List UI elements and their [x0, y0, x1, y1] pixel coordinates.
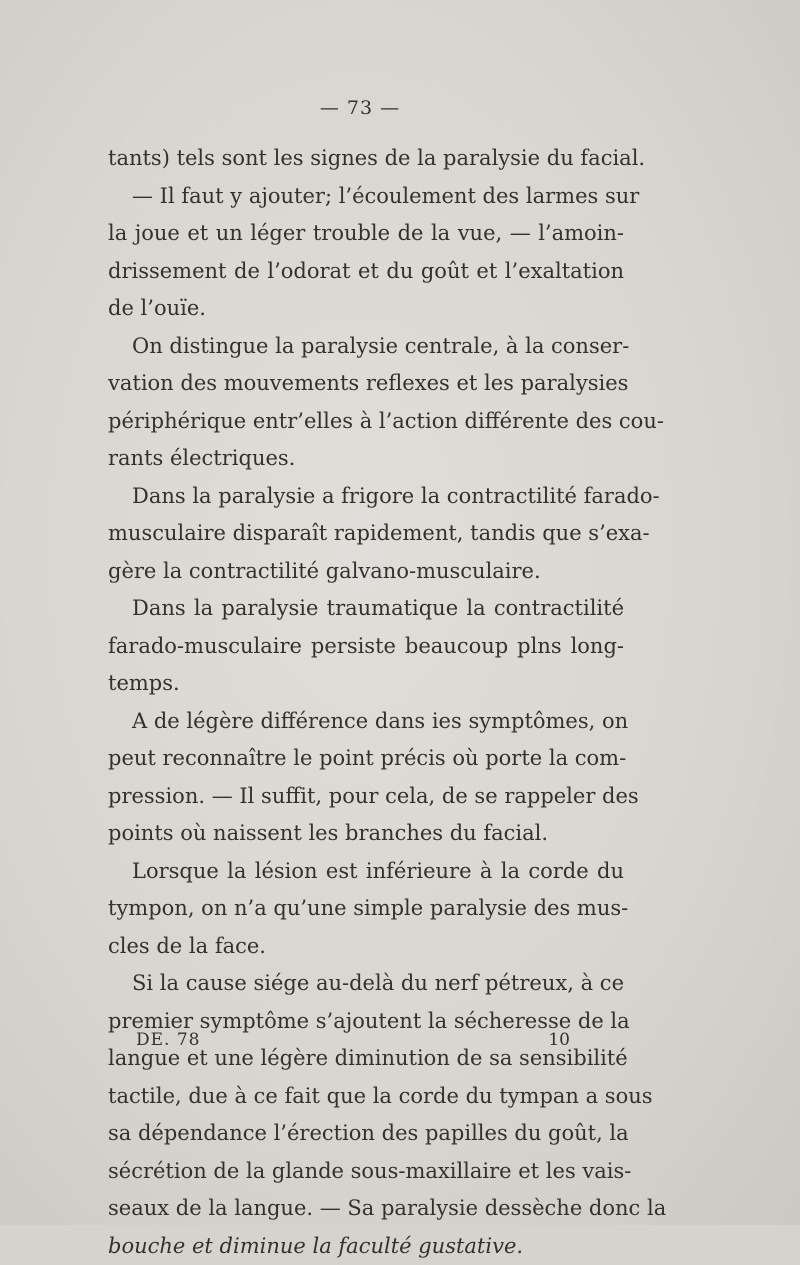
- text-line: la joue et un léger trouble de la vue, — l’amoin-: [108, 215, 624, 253]
- text-line: drissement de l’odorat et du goût et l’exaltation: [108, 253, 624, 291]
- text-line: temps.: [108, 665, 624, 703]
- text-line: points où naissent les branches du facial.: [108, 815, 624, 853]
- text-line: Dans la paralysie a frigore la contractilité farado-: [108, 478, 624, 516]
- text-line: bouche et diminue la faculté gustative.: [108, 1228, 624, 1265]
- text-line: tactile, due à ce fait que la corde du tympan a sous: [108, 1078, 624, 1116]
- sheet-number: 10: [548, 1030, 570, 1050]
- text-line: Si la cause siége au-delà du nerf pétreux, à ce: [108, 965, 624, 1003]
- text-line: premier symptôme s’ajoutent la sécheresse de la: [108, 1003, 624, 1041]
- printer-signature: DE. 78: [136, 1030, 200, 1050]
- text-line: On distingue la paralysie centrale, à la conser-: [108, 328, 624, 366]
- text-line: langue et une légère diminution de sa sensibilité: [108, 1040, 624, 1078]
- text-line: peut reconnaître le point précis où porte la com-: [108, 740, 624, 778]
- text-line: tants) tels sont les signes de la paralysie du facial.: [108, 140, 624, 178]
- text-line: rants électriques.: [108, 440, 624, 478]
- text-line: tympon, on n’a qu’une simple paralysie des mus-: [108, 890, 624, 928]
- text-line: cles de la face.: [108, 928, 624, 966]
- text-line: gère la contractilité galvano-musculaire.: [108, 553, 624, 591]
- text-line: — Il faut y ajouter; l’écoulement des larmes sur: [108, 178, 624, 216]
- text-line: musculaire disparaît rapidement, tandis que s’exa-: [108, 515, 624, 553]
- text-line: seaux de la langue. — Sa paralysie dessèche donc la: [108, 1190, 624, 1228]
- text-line: sécrétion de la glande sous-maxillaire et les vais-: [108, 1153, 624, 1191]
- text-line: de l’ouïe.: [108, 290, 624, 328]
- text-line: sa dépendance l’érection des papilles du goût, la: [108, 1115, 624, 1153]
- text-line: farado-musculaire persiste beaucoup plns long-: [108, 628, 624, 666]
- text-line: Lorsque la lésion est inférieure à la corde du: [108, 853, 624, 891]
- body-text: [108, 140, 624, 1265]
- text-line: vation des mouvements reflexes et les paralysies: [108, 365, 624, 403]
- text-line: Dans la paralysie traumatique la contractilité: [108, 590, 624, 628]
- text-line: A de légère différence dans ies symptômes, on: [108, 703, 624, 741]
- page-number: — 73 —: [0, 97, 720, 119]
- text-line: périphérique entr’elles à l’action différente des cou-: [108, 403, 624, 441]
- text-line: pression. — Il suffit, pour cela, de se rappeler des: [108, 778, 624, 816]
